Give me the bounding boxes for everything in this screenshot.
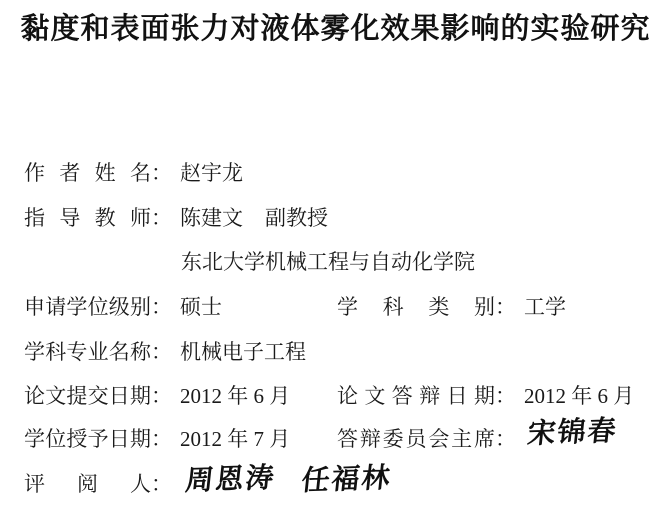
field-row-submit-date xyxy=(24,381,290,411)
author-value: 赵宇龙 xyxy=(180,161,243,185)
major-name-label: 学科专业名称 xyxy=(24,340,151,364)
reviewers-label: 评阅人 xyxy=(24,472,151,496)
committee-chair-signature: 宋锦春 xyxy=(525,413,620,451)
award-date-value: 2012 年 7 月 xyxy=(180,427,291,451)
author-label: 作者姓名 xyxy=(24,161,151,185)
subject-category-label: 学科类别 xyxy=(337,295,495,319)
field-row-major-name xyxy=(24,337,306,367)
reviewers-colon: ： xyxy=(151,472,172,496)
field-row-committee-chair xyxy=(337,413,620,456)
field-row-subject-category xyxy=(337,292,566,322)
award-date-label: 学位授予日期 xyxy=(24,427,151,451)
advisor-title: 副教授 xyxy=(265,206,328,230)
degree-level-colon: ： xyxy=(151,295,172,319)
field-row-degree-level xyxy=(24,292,222,322)
major-name-colon: ： xyxy=(151,340,172,364)
degree-level-value: 硕士 xyxy=(180,295,222,319)
advisor-colon: ： xyxy=(151,206,172,230)
thesis-title: 黏度和表面张力对液体雾化效果影响的实验研究 xyxy=(20,13,651,45)
subject-category-value: 工学 xyxy=(524,295,566,319)
award-date-colon: ： xyxy=(151,427,172,451)
reviewer-signature-1: 周恩涛 xyxy=(183,460,278,498)
field-row-advisor xyxy=(24,203,328,233)
committee-chair-label: 答辩委员会主席 xyxy=(337,427,495,451)
major-name-value: 机械电子工程 xyxy=(180,340,306,364)
defense-date-label: 论文答辩日期 xyxy=(337,384,495,408)
advisor-name: 陈建文 xyxy=(180,206,243,230)
field-row-reviewers xyxy=(24,460,394,501)
defense-date-value: 2012 年 6 月 xyxy=(524,384,635,408)
subject-category-colon: ： xyxy=(495,295,516,319)
degree-level-label: 申请学位级别 xyxy=(24,295,151,319)
affiliation-value: 东北大学机械工程与自动化学院 xyxy=(181,250,475,274)
field-row-award-date xyxy=(24,424,290,454)
field-row-defense-date xyxy=(337,381,634,411)
defense-date-colon: ： xyxy=(495,384,516,408)
submit-date-colon: ： xyxy=(151,384,172,408)
submit-date-value: 2012 年 6 月 xyxy=(180,384,291,408)
committee-chair-colon: ： xyxy=(495,427,516,451)
submit-date-label: 论文提交日期 xyxy=(24,384,151,408)
advisor-label: 指导教师 xyxy=(24,206,151,230)
field-row-author xyxy=(24,158,243,188)
field-row-affiliation xyxy=(181,247,475,277)
reviewer-signature-2: 任福林 xyxy=(299,460,394,498)
author-colon: ： xyxy=(151,161,172,185)
